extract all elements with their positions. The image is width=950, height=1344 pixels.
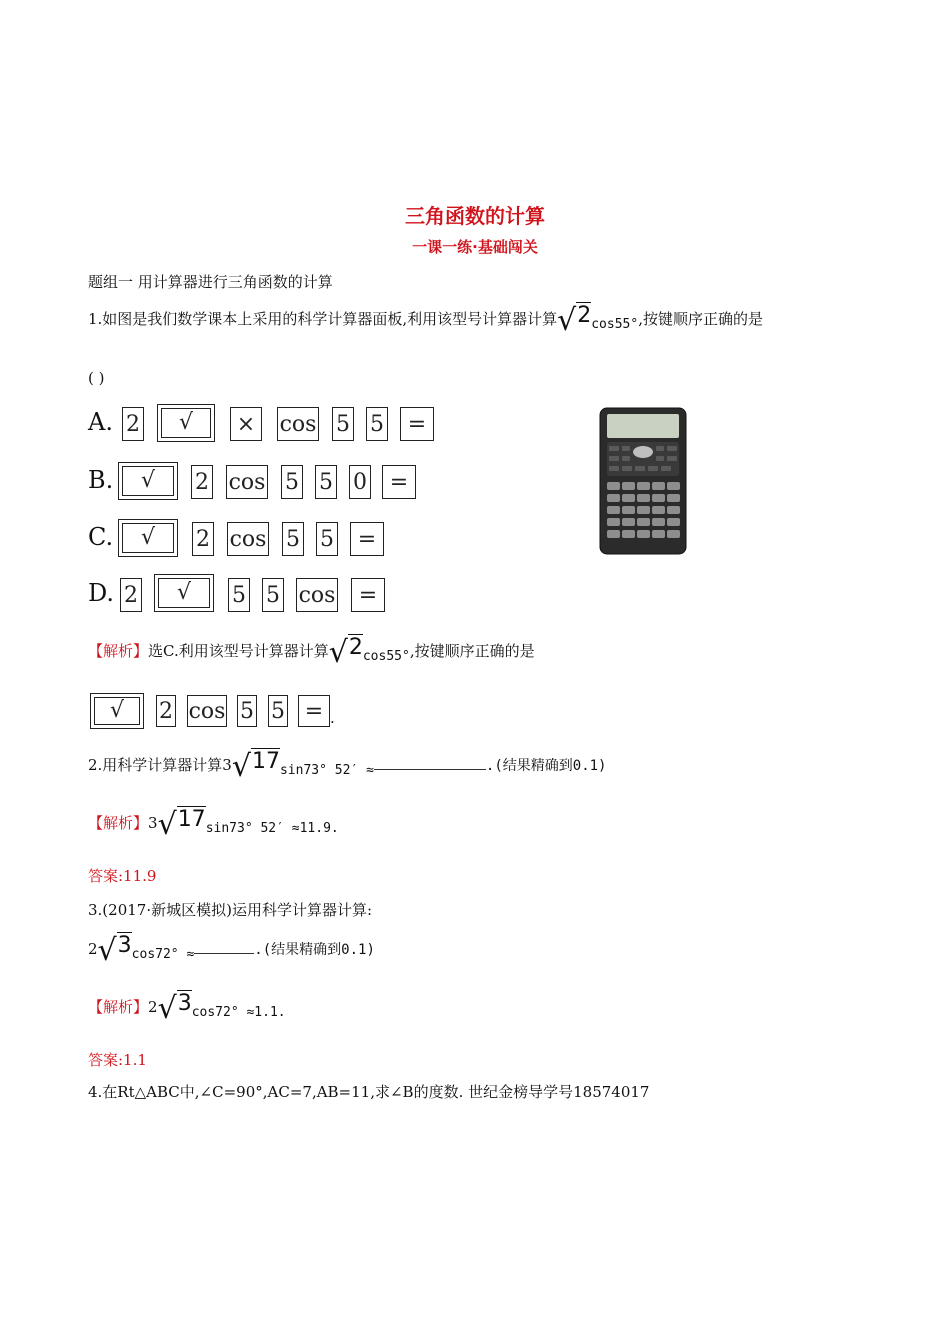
sqrt-expression: √2 xyxy=(328,635,363,670)
analysis-tag: 【解析】 xyxy=(88,998,149,1016)
radicand: 3 xyxy=(177,991,192,1016)
key: 5 xyxy=(366,407,388,441)
coefficient: 3 xyxy=(148,814,158,832)
cos-key: cos xyxy=(227,522,269,556)
cos-key: cos xyxy=(296,578,338,612)
group-heading: 题组一 用计算器进行三角函数的计算 xyxy=(88,273,333,291)
equals-key: = xyxy=(400,407,434,441)
analysis-3 xyxy=(88,991,286,1026)
option-a-label: A. xyxy=(88,408,113,436)
function-text: cos55° xyxy=(362,649,410,664)
sqrt-key: √ xyxy=(118,462,178,500)
key: 2 xyxy=(156,695,176,727)
cos-key: cos xyxy=(277,407,319,441)
key: 2 xyxy=(191,465,213,499)
question-3-expression xyxy=(88,933,375,968)
page-title: 三角函数的计算 xyxy=(405,204,545,228)
coefficient: 2 xyxy=(88,940,98,958)
key: 2 xyxy=(122,407,144,441)
answer-period: . xyxy=(330,709,335,727)
radicand: 17 xyxy=(251,749,280,774)
key: 5 xyxy=(315,465,337,499)
analysis-tag: 【解析】 xyxy=(88,814,149,832)
question-2-tail: .(结果精确到0.1) xyxy=(485,758,607,774)
equals-key: = xyxy=(298,695,330,727)
sqrt-key: √ xyxy=(118,519,178,557)
key: 2 xyxy=(120,578,142,612)
sqrt-expression: √3 xyxy=(157,991,192,1026)
function-text: cos55° xyxy=(591,317,639,332)
option-b-label: B. xyxy=(88,466,114,494)
question-3: 3.(2017·新城区模拟)运用科学计算器计算: xyxy=(88,901,373,919)
equals-key: = xyxy=(350,522,384,556)
answer-2: 答案:11.9 xyxy=(88,867,157,885)
key: 5 xyxy=(316,522,338,556)
function-text: sin73° 52′ ≈11.9. xyxy=(205,821,339,836)
answer-3: 答案:1.1 xyxy=(88,1051,147,1069)
function-text: sin73° 52′ ≈ xyxy=(279,763,374,778)
question-1 xyxy=(88,303,763,338)
function-text: cos72° ≈1.1. xyxy=(191,1005,286,1020)
sqrt-key: √ xyxy=(157,404,215,442)
radicand: 17 xyxy=(177,807,206,832)
sqrt-key: √ xyxy=(154,574,214,612)
radicand: 2 xyxy=(577,303,592,328)
option-d-label: D. xyxy=(88,579,115,607)
key: 2 xyxy=(192,522,214,556)
cos-key: cos xyxy=(226,465,268,499)
sqrt-expression: √3 xyxy=(97,933,132,968)
question-1-text: 1.如图是我们数学课本上采用的科学计算器面板,利用该型号计算器计算 xyxy=(88,310,558,328)
key: 5 xyxy=(228,578,250,612)
option-c-label: C. xyxy=(88,523,114,551)
question-4: 4.在Rt△ABC中,∠C=90°,AC=7,AB=11,求∠B的度数. 世纪金榜导学号18574017 xyxy=(88,1083,650,1101)
question-2 xyxy=(88,749,607,784)
equals-key: = xyxy=(382,465,416,499)
sqrt-expression: √17 xyxy=(157,807,206,842)
question-2-text: 2.用科学计算器计算3 xyxy=(88,756,232,774)
multiply-key: × xyxy=(230,407,262,441)
key: 5 xyxy=(262,578,284,612)
answer-blank[interactable] xyxy=(374,755,486,770)
question-1-tail: ,按键顺序正确的是 xyxy=(638,310,763,328)
radicand: 3 xyxy=(117,933,132,958)
answer-parens: ( ) xyxy=(88,369,105,387)
equals-key: = xyxy=(351,578,385,612)
radicand: 2 xyxy=(348,635,363,660)
coefficient: 2 xyxy=(148,998,158,1016)
sqrt-key: √ xyxy=(90,693,144,729)
analysis-1 xyxy=(88,635,535,670)
key: 5 xyxy=(332,407,354,441)
cos-key: cos xyxy=(187,695,227,727)
calculator-image-icon xyxy=(598,406,688,556)
key: 0 xyxy=(349,465,371,499)
key: 5 xyxy=(237,695,257,727)
function-text: cos72° ≈ xyxy=(131,947,195,962)
sqrt-expression: √17 xyxy=(231,749,280,784)
key: 5 xyxy=(282,522,304,556)
analysis-2 xyxy=(88,807,339,842)
key: 5 xyxy=(268,695,288,727)
sqrt-expression: √2 xyxy=(557,303,592,338)
answer-blank[interactable] xyxy=(194,939,254,954)
analysis-tail: ,按键顺序正确的是 xyxy=(409,642,535,660)
question-3-tail: .(结果精确到0.1) xyxy=(254,942,375,958)
analysis-text: 选C.利用该型号计算器计算 xyxy=(148,642,329,660)
page-subtitle: 一课一练·基础闯关 xyxy=(412,238,538,256)
key: 5 xyxy=(281,465,303,499)
analysis-tag: 【解析】 xyxy=(88,642,149,660)
